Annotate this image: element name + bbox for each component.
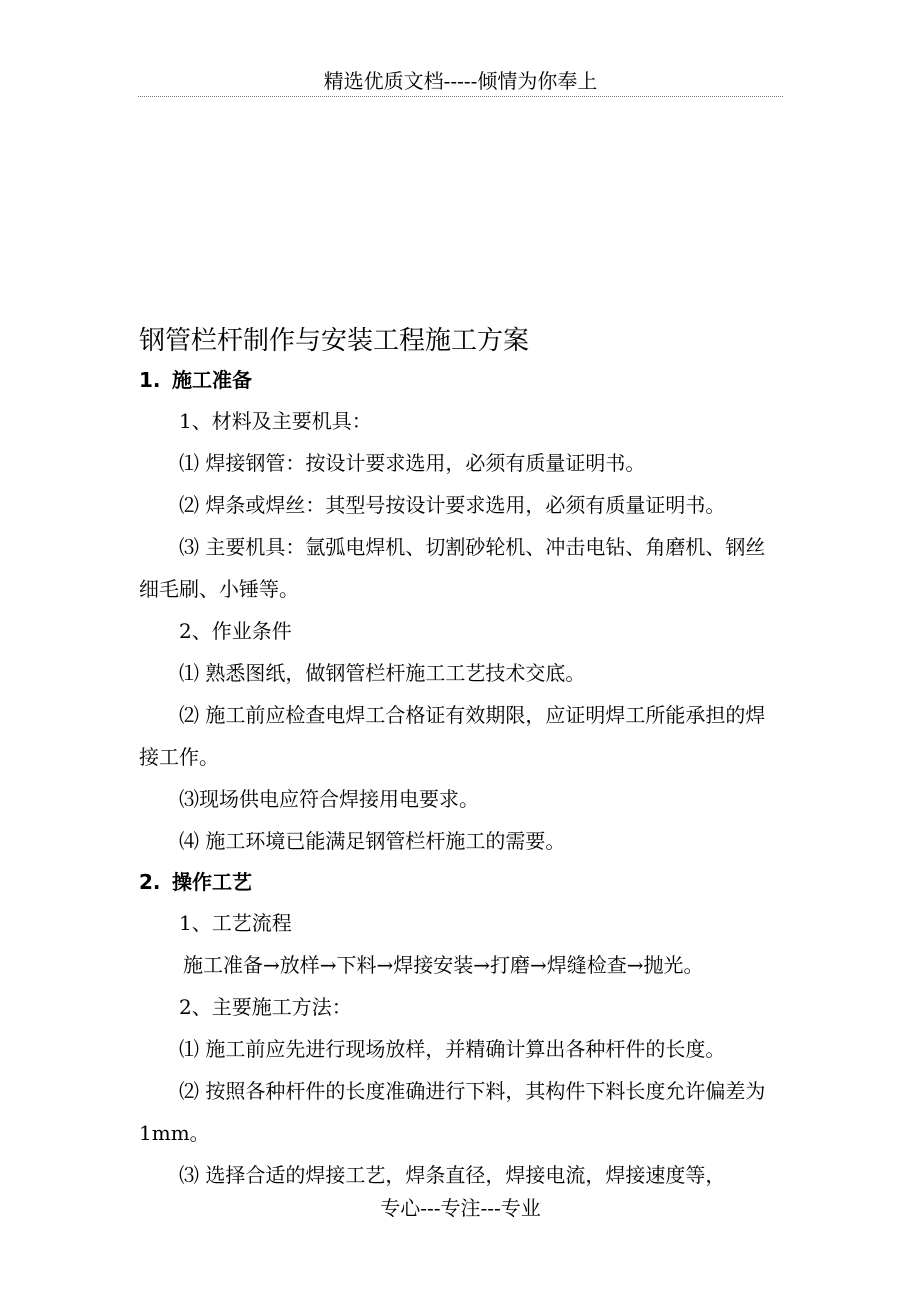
document-body — [139, 360, 784, 1196]
paragraph: ⑴ 焊接钢管：按设计要求选用，必须有质量证明书。 — [179, 451, 646, 475]
page-footer: 专心---专注---专业 — [380, 1196, 541, 1220]
paragraph: ⑷ 施工环境已能满足钢管栏杆施工的需要。 — [179, 829, 566, 853]
document-title: 钢管栏杆制作与安装工程施工方案 — [139, 326, 530, 356]
process-flow: 施工准备→放样→下料→焊接安装→打磨→焊缝检查→抛光。 — [183, 953, 704, 977]
paragraph: ⑵ 施工前应检查电焊工合格证有效期限，应证明焊工所能承担的焊接工作。 — [139, 703, 766, 769]
paragraph: ⑵ 按照各种杆件的长度准确进行下料，其构件下料长度允许偏差为1mm。 — [139, 1079, 766, 1145]
section-2-number: 2. — [139, 870, 161, 894]
paragraph: ⑴ 熟悉图纸，做钢管栏杆施工工艺技术交底。 — [179, 661, 586, 685]
paragraph: ⑶ 选择合适的焊接工艺，焊条直径，焊接电流，焊接速度等， — [179, 1163, 726, 1187]
section-1-title: 施工准备 — [172, 368, 252, 392]
section-2-heading — [139, 862, 784, 902]
paragraph: ⑶ 主要机具：氩弧电焊机、切割砂轮机、冲击电钻、角磨机、钢丝细毛刷、小锤等。 — [139, 535, 766, 601]
paragraph: 1、材料及主要机具： — [179, 409, 372, 433]
paragraph: ⑶现场供电应符合焊接用电要求。 — [179, 787, 479, 811]
section-1-number: 1. — [139, 368, 161, 392]
paragraph: ⑵ 焊条或焊丝：其型号按设计要求选用，必须有质量证明书。 — [179, 493, 726, 517]
section-1-heading — [139, 360, 784, 400]
header-divider — [138, 96, 783, 97]
paragraph: ⑴ 施工前应先进行现场放样，并精确计算出各种杆件的长度。 — [179, 1037, 726, 1061]
section-2-title: 操作工艺 — [172, 870, 252, 894]
paragraph: 2、主要施工方法： — [179, 995, 352, 1019]
paragraph: 2、作业条件 — [179, 619, 292, 643]
header-text: 精选优质文档-----倾情为你奉上 — [323, 69, 598, 93]
paragraph: 1、工艺流程 — [179, 911, 292, 935]
